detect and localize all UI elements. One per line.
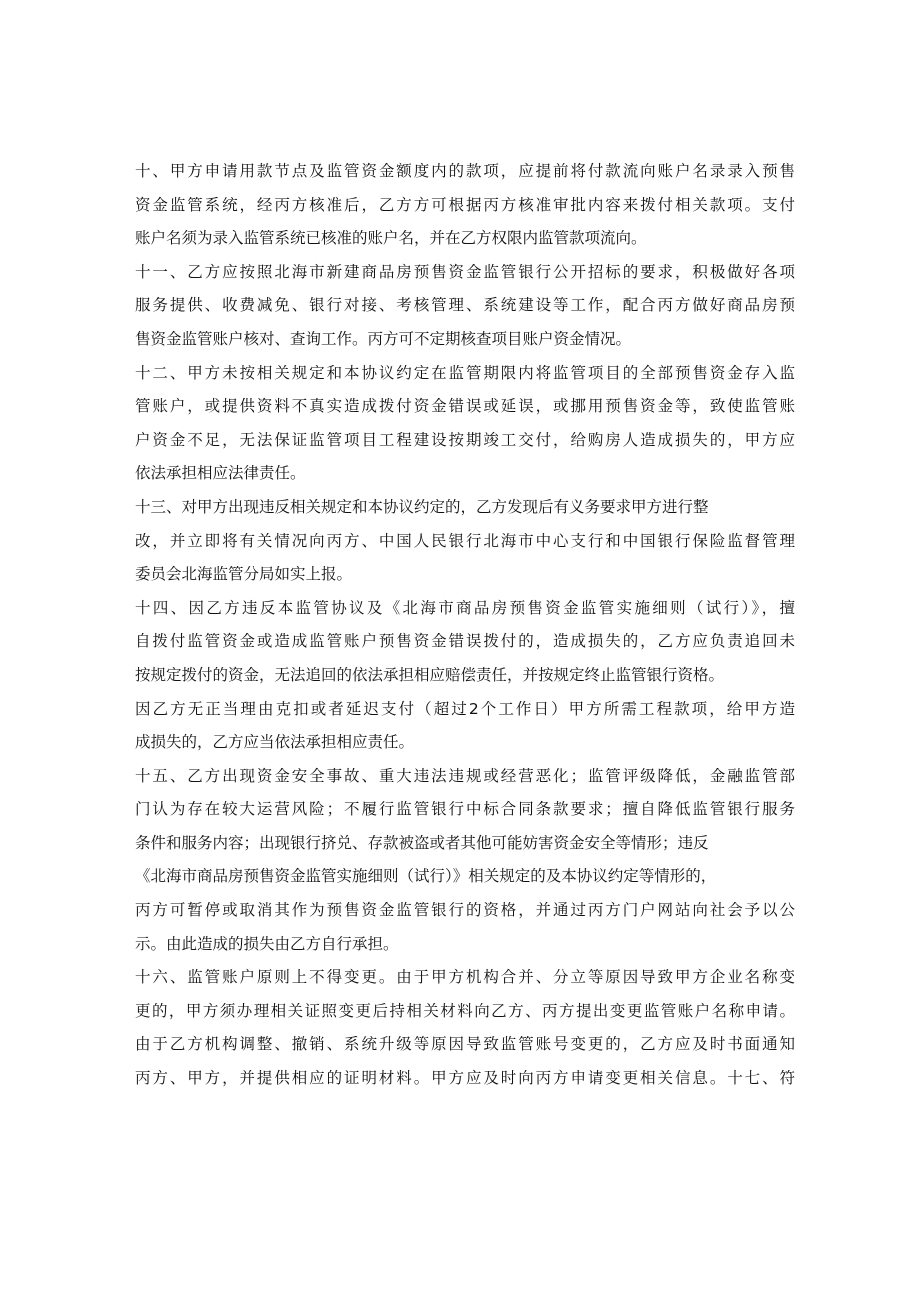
text-line: 资金监管系统，经丙方核准后，乙方方可根据丙方核准审批内容来拨付相关款项。支付 [135,195,795,214]
text-line: 由于乙方机构调整、撤销、系统升级等原因导致监管账号变更的，乙方应及时书面通知 [135,1035,795,1054]
text-line: 十一、乙方应按照北海市新建商品房预售资金监管银行公开招标的要求，积极做好各项 [135,262,795,281]
text-line: 十六、监管账户原则上不得变更。由于甲方机构合并、分立等原因导致甲方企业名称变 [135,968,795,987]
text-line: 十四、因乙方违反本监管协议及《北海市商品房预售资金监管实施细则（试行）》，擅 [135,598,795,617]
text-line: 户资金不足，无法保证监管项目工程建设按期竣工交付，给购房人造成损失的，甲方应 [135,430,795,449]
text-line: 改，并立即将有关情况向丙方、中国人民银行北海市中心支行和中国银行保险监督管理 [135,531,795,550]
text-line: 条件和服务内容；出现银行挤兑、存款被盗或者其他可能妨害资金安全等情形；违反 [135,833,709,852]
text-line: 十五、乙方出现资金安全事故、重大违法违规或经营恶化；监管评级降低，金融监管部 [135,766,795,785]
text-line: 丙方、甲方，并提供相应的证明材料。甲方应及时向丙方申请变更相关信息。十七、符 [135,1069,795,1088]
text-line: 自拨付监管资金或造成监管账户预售资金错误拨付的，造成损失的，乙方应负责追回未 [135,632,795,651]
text-line: 账户名须为录入监管系统已核准的账户名，并在乙方权限内监管款项流向。 [135,229,647,248]
text-line: 十二、甲方未按相关规定和本协议约定在监管期限内将监管项目的全部预售资金存入监 [135,363,795,382]
text-line: 示。由此造成的损失由乙方自行承担。 [135,934,399,953]
document-body [135,155,795,1096]
text-line: 十三、对甲方出现违反相关规定和本协议约定的，乙方发现后有义务要求甲方进行整 [135,497,709,516]
text-line: 《北海市商品房预售资金监管实施细则（试行）》相关规定的及本协议约定等情形的， [135,867,717,886]
text-line: 因乙方无正当理由克扣或者延迟支付（超过2个工作日）甲方所需工程款项，给甲方造 [135,699,795,718]
text-line: 售资金监管账户核对、查询工作。丙方可不定期核查项目账户资金情况。 [135,329,632,348]
text-line: 服务提供、收费减免、银行对接、考核管理、系统建设等工作，配合丙方做好商品房预 [135,296,795,315]
text-line: 管账户，或提供资料不真实造成拨付资金错误或延误，或挪用预售资金等，致使监管账 [135,397,795,416]
text-line: 委员会北海监管分局如实上报。 [135,565,353,584]
text-line: 依法承担相应法律责任。 [135,464,306,483]
text-line: 丙方可暂停或取消其作为预售资金监管银行的资格，并通过丙方门户网站向社会予以公 [135,901,795,920]
text-line: 成损失的，乙方应当依法承担相应责任。 [135,733,415,752]
text-line: 十、甲方申请用款节点及监管资金额度内的款项，应提前将付款流向账户名录录入预售 [135,162,795,180]
text-line: 门认为存在较大运营风险；不履行监管银行中标合同条款要求；擅自降低监管银行服务 [135,800,795,819]
text-line: 按规定拨付的资金，无法追回的依法承担相应赔偿责任，并按规定终止监管银行资格。 [135,665,725,684]
text-line: 更的，甲方须办理相关证照变更后持相关材料向乙方、丙方提出变更监管账户名称申请。 [135,1001,795,1020]
